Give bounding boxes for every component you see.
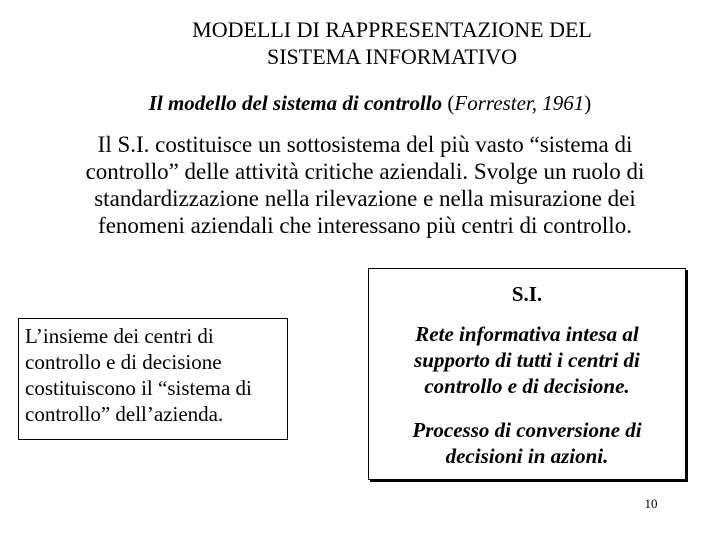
si-p1-line-2: supporto di tutti i centri di bbox=[414, 348, 640, 372]
slide-subtitle bbox=[60, 90, 680, 116]
control-system-box bbox=[18, 318, 288, 440]
left-box-line-3: costituiscono il “sistema di bbox=[25, 376, 252, 400]
paren-open: ( bbox=[442, 91, 455, 115]
left-box-line-2: controllo e di decisione bbox=[25, 350, 222, 374]
si-p2-line-2: decisioni in azioni. bbox=[445, 444, 609, 468]
paren-close: ) bbox=[584, 91, 592, 115]
left-box-line-1: L’insieme dei centri di bbox=[25, 324, 214, 348]
model-name: Il modello del sistema di controllo bbox=[148, 91, 443, 115]
author-citation: Forrester, 1961 bbox=[454, 91, 585, 115]
page-number: 10 bbox=[644, 496, 658, 511]
body-line-1: Il S.I. costituisce un sottosistema del più vasto “sistema di bbox=[97, 132, 633, 157]
body-line-2: controllo” delle attività critiche aziendali. Svolge un ruolo di bbox=[85, 159, 645, 184]
si-p1-line-3: controllo e di decisione. bbox=[424, 374, 630, 398]
si-header: S.I. bbox=[511, 282, 543, 306]
si-p2-line-1: Processo di conversione di bbox=[412, 418, 642, 442]
body-line-3: standardizzazione nella rilevazione e nella misurazione dei bbox=[94, 186, 636, 211]
si-description-network bbox=[369, 321, 685, 399]
left-box-line-4: controllo” dell’azienda. bbox=[25, 402, 224, 426]
slide-title-line-1: MODELLI DI RAPPRESENTAZIONE DEL bbox=[192, 17, 592, 42]
slide-title bbox=[120, 16, 664, 70]
slide-title-line-2: SISTEMA INFORMATIVO bbox=[267, 44, 517, 69]
body-paragraph bbox=[40, 131, 690, 239]
si-p1-line-1: Rete informativa intesa al bbox=[415, 322, 639, 346]
information-system-box bbox=[368, 268, 686, 480]
si-description-process bbox=[369, 417, 685, 469]
body-line-4: fenomeni aziendali che interessano più centri di controllo. bbox=[98, 213, 632, 238]
